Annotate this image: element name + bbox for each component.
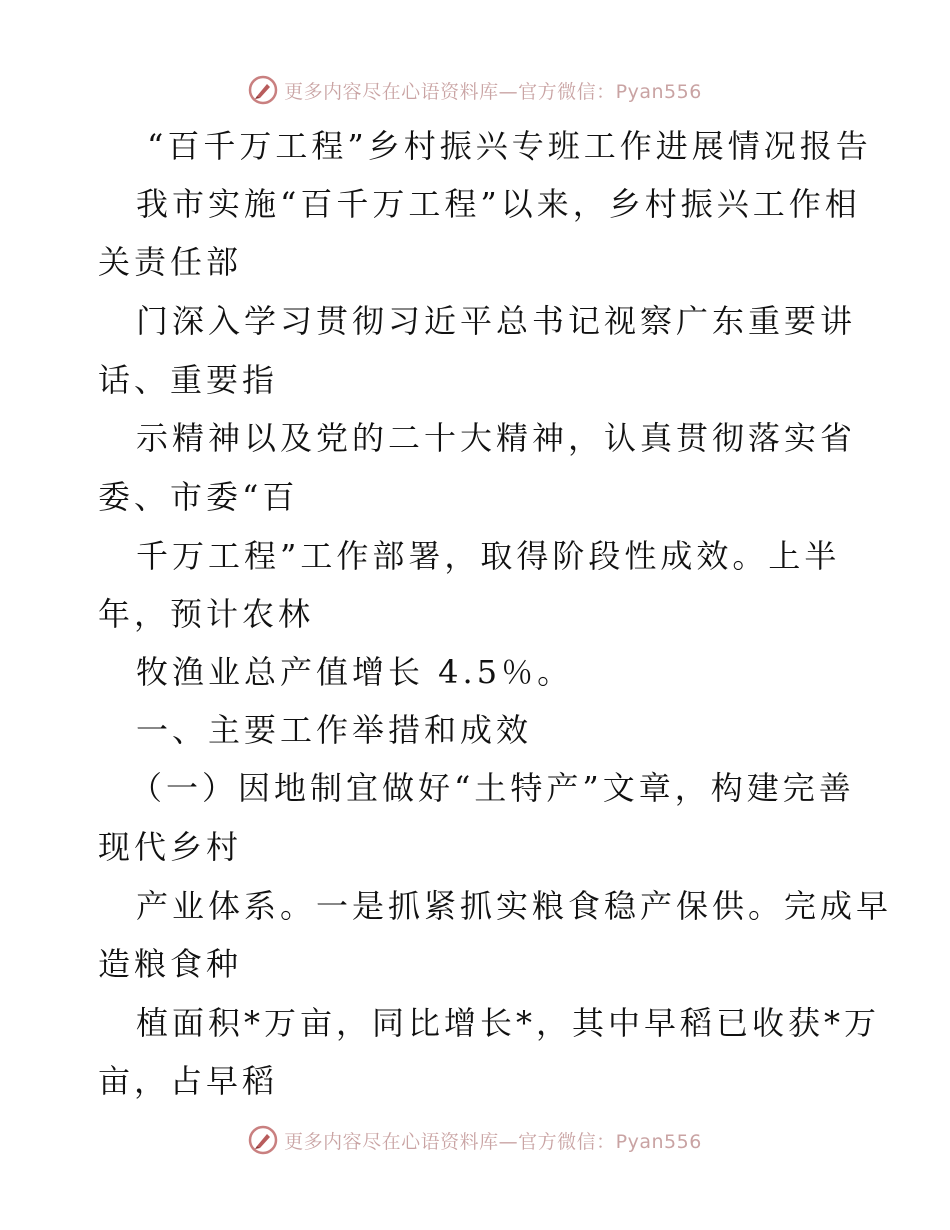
paragraph-line: 植面积*万亩，同比增长*，其中早稻已收获*万 — [136, 1004, 881, 1042]
watermark-text: 更多内容尽在心语资料库—官方微信：Pyan556 — [284, 1130, 702, 1153]
pen-nib-logo-icon — [248, 1125, 278, 1155]
paragraph-line: 亩，占早稻 — [98, 1062, 279, 1100]
paragraph-line: 示精神以及党的二十大精神，认真贯彻落实省 — [136, 419, 857, 457]
paragraph-line: 造粮食种 — [98, 945, 243, 983]
paragraph-line: 年，预计农林 — [98, 595, 315, 633]
header-watermark — [0, 72, 950, 108]
footer-watermark — [0, 1122, 950, 1158]
paragraph-line: 牧渔业总产值增长 4.5％。 — [136, 653, 574, 691]
paragraph-line: 话、重要指 — [98, 361, 279, 399]
pen-nib-logo-icon — [248, 75, 278, 105]
watermark-text: 更多内容尽在心语资料库—官方微信：Pyan556 — [284, 80, 702, 103]
paragraph-line: 门深入学习贯彻习近平总书记视察广东重要讲 — [136, 302, 857, 340]
paragraph-line: 关责任部 — [98, 243, 243, 281]
paragraph-line: （一）因地制宜做好“土特产”文章，构建完善 — [130, 769, 855, 807]
paragraph-line: 千万工程”工作部署，取得阶段性成效。上半 — [136, 537, 841, 575]
section-heading: 一、主要工作举措和成效 — [136, 711, 533, 749]
document-title: “百千万工程”乡村振兴专班工作进展情况报告 — [147, 127, 872, 165]
paragraph-line: 现代乡村 — [98, 828, 243, 866]
paragraph-line: 委、市委“百 — [98, 478, 299, 516]
paragraph-line: 我市实施“百千万工程”以来，乡村振兴工作相 — [136, 185, 861, 223]
paragraph-line: 产业体系。一是抓紧抓实粮食稳产保供。完成早 — [136, 887, 893, 925]
